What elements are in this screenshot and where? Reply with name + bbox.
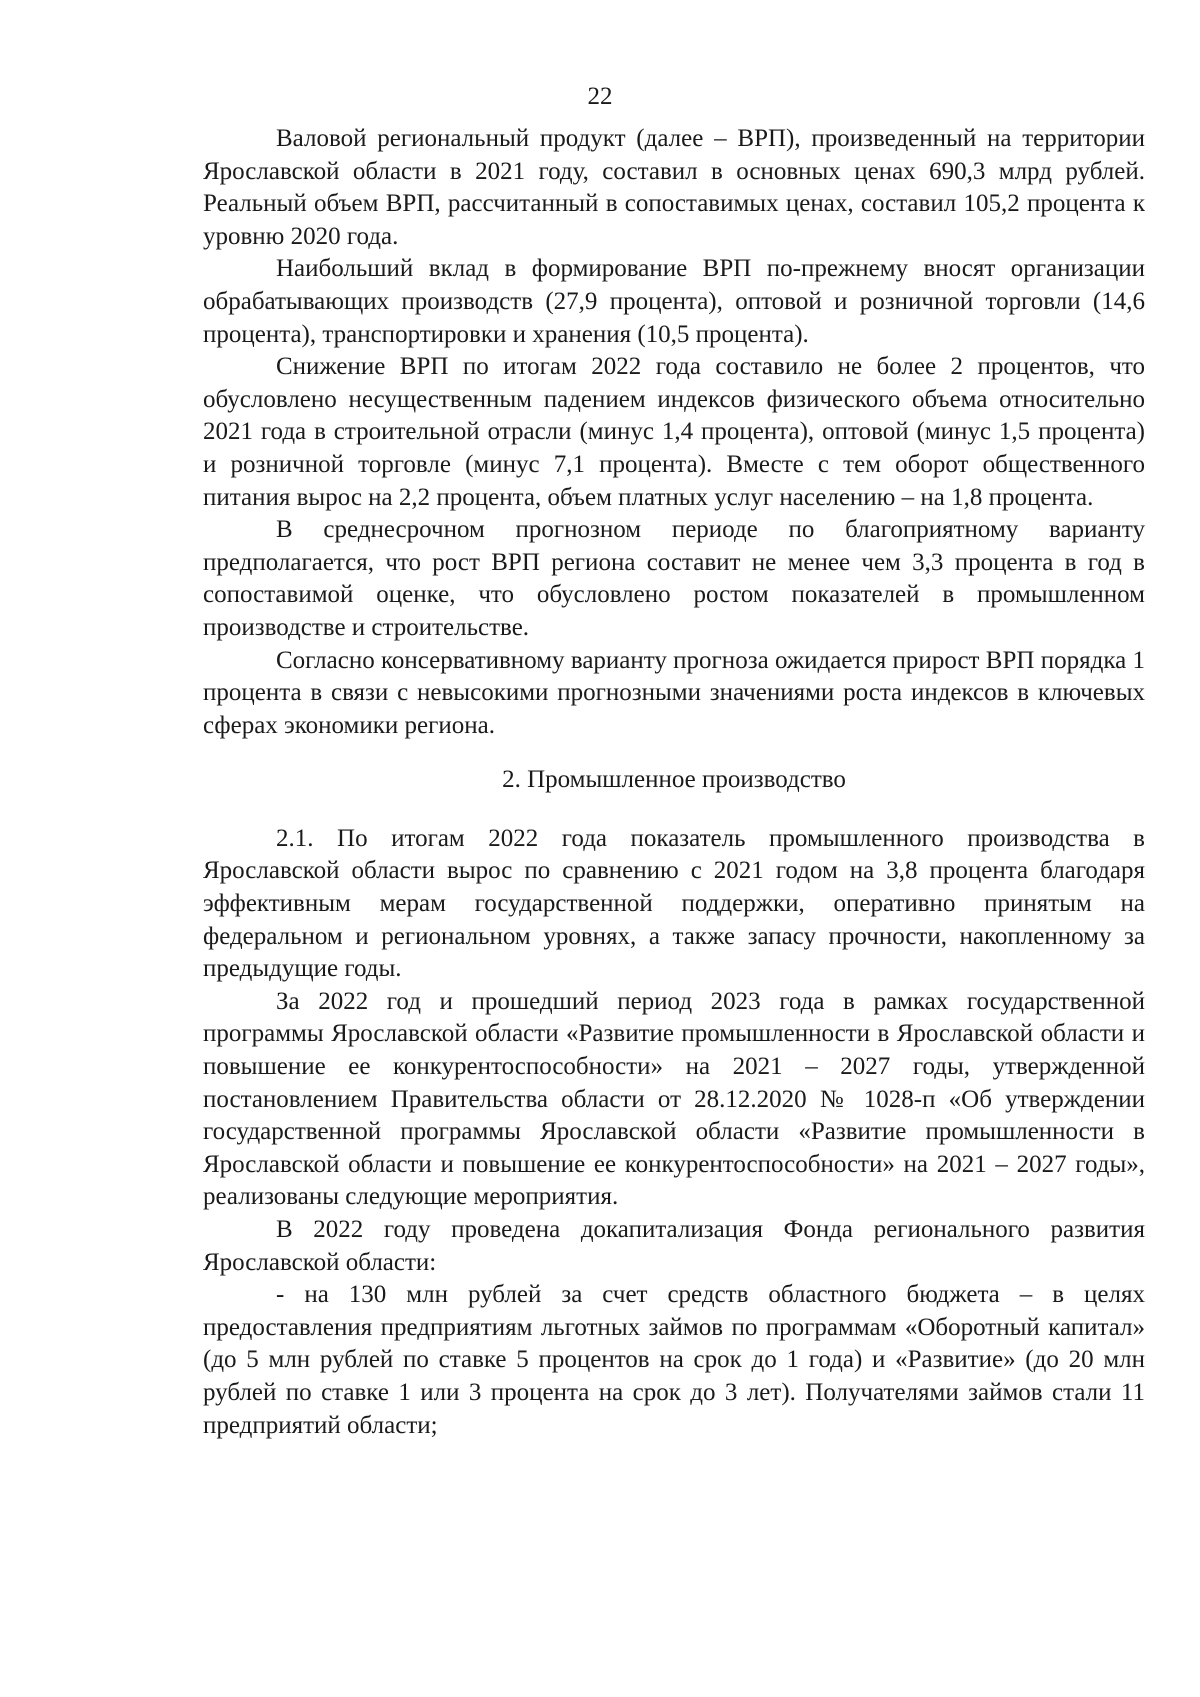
- paragraph-industrial-output: 2.1. По итогам 2022 года показатель промышленного производства в Ярославской области вырос по сравнению с 2021 годом на 3,8 процента благодаря эффективным мерам государственной поддержки, оперативно принятым на федеральном и региональном уровнях, а также запасу прочности, накопленному за предыдущие годы.: [203, 824, 1145, 983]
- paragraph-grp: Валовой региональный продукт (далее – ВРП), произведенный на территории Ярославской области в 2021 году, составил в основных ценах 690,3 млрд рублей. Реальный объем ВРП, рассчитанный в сопоставимых ценах, составил 105,2 процента к уровню 2020 года.: [203, 125, 1145, 250]
- paragraph-state-program: За 2022 год и прошедший период 2023 года в рамках государственной программы Ярославской области «Развитие промышленности в Ярославской области и повышение ее конкурентоспособности» на 2021 – 2027 годы, утвержденной постановлением Правительства области от 28.12.2020 № 1028-п «Об утверждении государственной программы Ярославской области «Развитие промышленности в Ярославской области и повышение ее конкурентоспособности» на 2021 – 2027 годы», реализованы следующие мероприятия.: [203, 987, 1145, 1211]
- paragraph-grp-contributors: Наибольший вклад в формирование ВРП по-прежнему вносят организации обрабатывающих производств (27,9 процента), оптовой и розничной торговли (14,6 процента), транспортировки и хранения (10,5 процента).: [203, 255, 1145, 348]
- list-item-regional-budget: - на 130 млн рублей за счет средств областного бюджета – в целях предоставления предприятиям льготных займов по программам «Оборотный капитал» (до 5 млн рублей по ставке 5 процентов на срок до 1 года) и «Развитие» (до 20 млн рублей по ставке 1 или 3 процента на срок до 3 лет). Получателями займов стали 11 предприятий области;: [203, 1281, 1145, 1439]
- paragraph-grp-decline-2022: Снижение ВРП по итогам 2022 года составило не более 2 процентов, что обусловлено несущественным падением индексов физического объема относительно 2021 года в строительной отрасли (минус 1,4 процента), оптовой (минус 1,5 процента) и розничной торговле (минус 7,1 процента). Вместе с тем оборот общественного питания вырос на 2,2 процента, объем платных услуг населению – на 1,8 процента.: [203, 353, 1145, 511]
- page-number: 22: [587, 83, 613, 110]
- paragraph-conservative-forecast: Согласно консервативному варианту прогноза ожидается прирост ВРП порядка 1 процента в связи с невысокими прогнозными значениями роста индексов в ключевых сферах экономики региона.: [203, 646, 1145, 739]
- document-body: [203, 123, 1145, 1442]
- paragraph-fund-recapitalization: В 2022 году проведена докапитализация Фонда регионального развития Ярославской области:: [203, 1216, 1145, 1276]
- paragraph-favorable-forecast: В среднесрочном прогнозном периоде по благоприятному варианту предполагается, что рост ВРП региона составит не менее чем 3,3 процента в год в сопоставимой оценке, что обусловлено ростом показателей в промышленном производстве и строительстве.: [203, 516, 1145, 641]
- section-heading: 2. Промышленное производство: [502, 766, 846, 794]
